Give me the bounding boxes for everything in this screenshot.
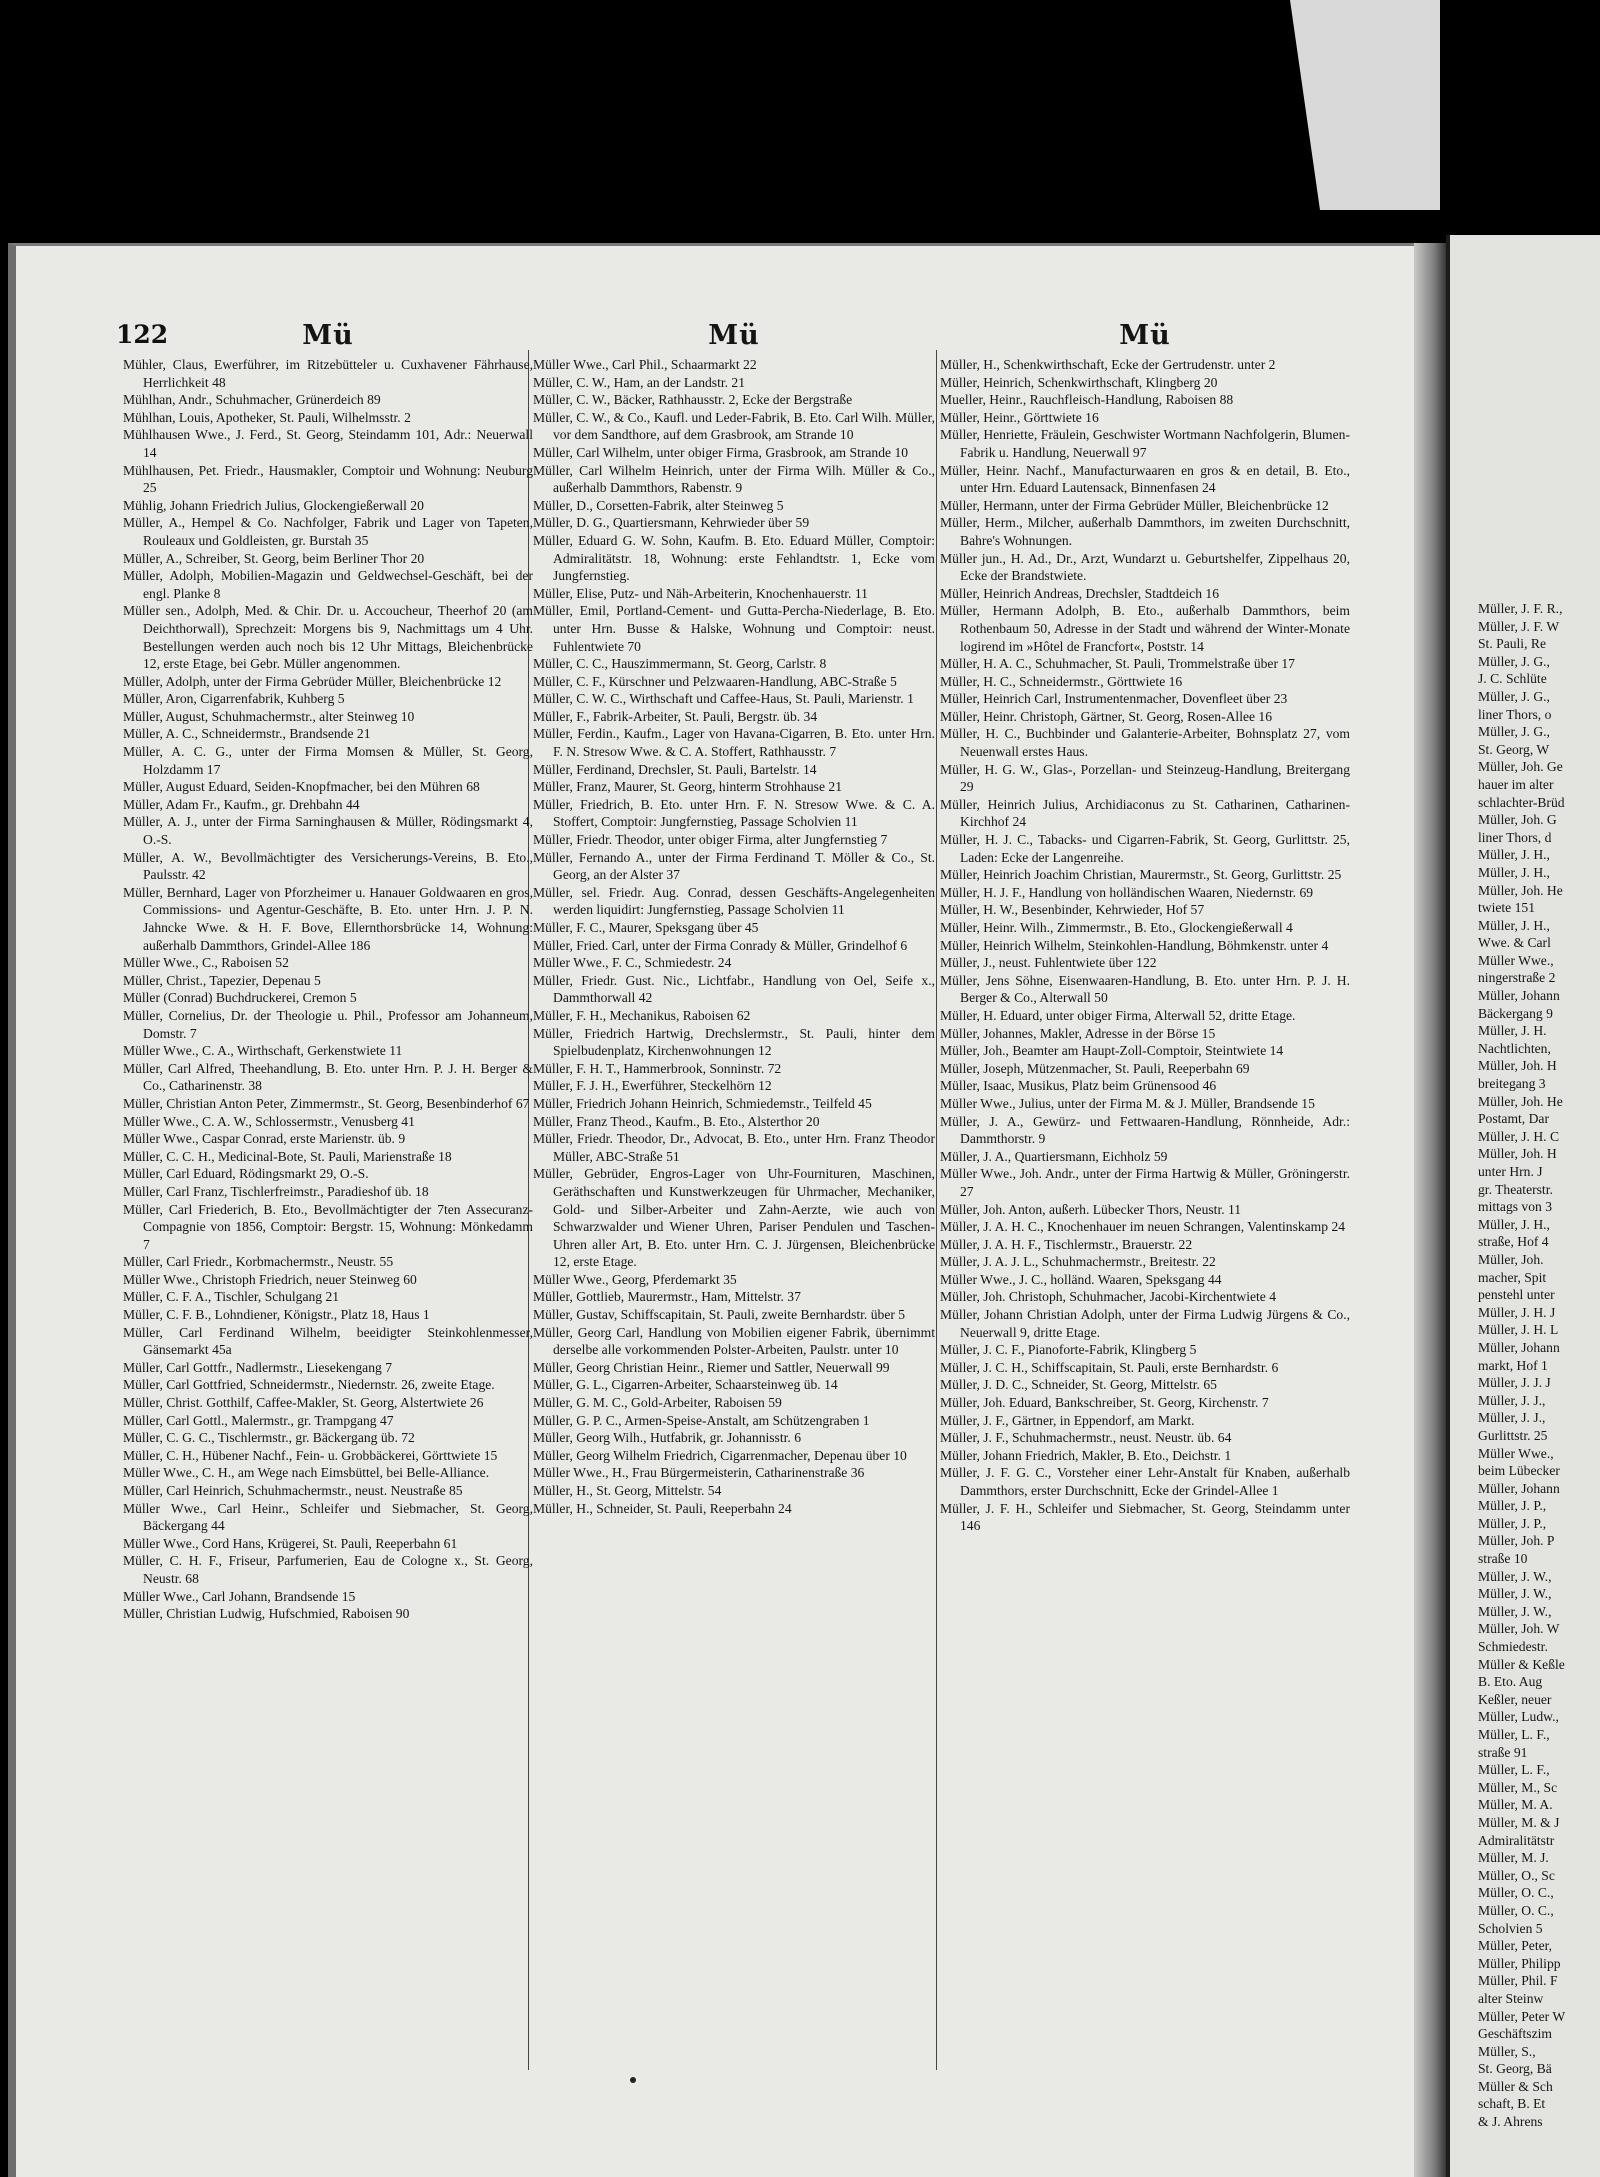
directory-entry: Müller (Conrad) Buchdruckerei, Cremon 5 — [123, 990, 357, 1006]
adjacent-entry-fragment: St. Georg, W — [1478, 741, 1550, 757]
directory-entry: Müller, Heinrich, Schenkwirthschaft, Klingberg 20 — [940, 374, 1218, 390]
adjacent-entry-fragment: Wwe. & Carl — [1478, 935, 1551, 951]
adjacent-entry-fragment: Müller, J. H. C — [1478, 1128, 1560, 1144]
adjacent-entry-fragment: schlachter-Brüd — [1478, 794, 1565, 810]
directory-entry: Mühlig, Johann Friedrich Julius, Glockengießerwall 20 — [123, 497, 424, 513]
directory-entry: Müller Wwe., Carl Phil., Schaarmarkt 22 — [533, 357, 757, 372]
directory-entry: Müller, J. F., Schuhmachermstr., neust. Neustr. üb. 64 — [940, 1430, 1232, 1446]
adjacent-entry-fragment: alter Steinw — [1478, 1990, 1544, 2006]
directory-entry: Müller, H., Schenkwirthschaft, Ecke der Gertrudenstr. unter 2 — [940, 357, 1276, 372]
directory-entry: Müller, D., Corsetten-Fabrik, alter Steinweg 5 — [533, 497, 784, 513]
directory-entry: Müller Wwe., Joh. Andr., unter der Firma Hartwig & Müller, Gröningerstr. 27 — [940, 1166, 1350, 1199]
column-2 — [533, 320, 935, 1517]
adjacent-entry-fragment: Keßler, neuer — [1478, 1691, 1552, 1707]
adjacent-entry-fragment: Müller, J. J., — [1478, 1392, 1546, 1408]
adjacent-entry-fragment: beim Lübecker — [1478, 1463, 1560, 1479]
directory-entry: Müller, A., Schreiber, St. Georg, beim Berliner Thor 20 — [123, 550, 425, 566]
directory-entry: Müller sen., Adolph, Med. & Chir. Dr. u. Accoucheur, Theerhof 20 (am Deichthorwall), Sprechzeit: Morgens bis 9, Nachmittags um 4 Uhr. Bestellungen werden auch noch bis 12 Uhr Mittags, Bleichenbrücke 12, erste Etage, bei Gebr. Müller angenommen. — [123, 603, 533, 672]
directory-entry: Müller, D. G., Quartiersmann, Kehrwieder über 59 — [533, 515, 810, 531]
adjacent-entry-fragment: Müller, M. & J — [1478, 1814, 1560, 1830]
adjacent-entry-fragment: Müller, Ludw., — [1478, 1709, 1559, 1725]
directory-entry: Müller Wwe., C. H., am Wege nach Eimsbüttel, bei Belle-Alliance. — [123, 1465, 490, 1481]
adjacent-entry-fragment: liner Thors, o — [1478, 706, 1552, 722]
entry-list — [533, 356, 935, 1517]
directory-entry: Müller, Christ. Gotthilf, Caffee-Makler, St. Georg, Alstertwiete 26 — [123, 1395, 484, 1411]
adjacent-entry-fragment: & J. Ahrens — [1478, 2114, 1543, 2130]
directory-entry: Müller, Adam Fr., Kaufm., gr. Drehbahn 44 — [123, 796, 360, 812]
directory-entry: Müller, J. C. F., Pianoforte-Fabrik, Klingberg 5 — [940, 1342, 1197, 1358]
directory-entry: Müller, H., Schneider, St. Pauli, Reeperbahn 24 — [533, 1500, 792, 1516]
adjacent-entry-fragment: Müller, Joh. G — [1478, 812, 1557, 828]
column-rule — [936, 350, 937, 2070]
adjacent-entry-fragment: Müller, Joh. He — [1478, 1093, 1563, 1109]
adjacent-entry-fragment: Müller, Philipp — [1478, 1955, 1561, 1971]
directory-entry: Müller, H. J. C., Tabacks- und Cigarren-Fabrik, St. Georg, Gurlittstr. 25, Laden: Ecke der Langenreihe. — [940, 832, 1350, 865]
adjacent-entry-fragment: Müller, J. W., — [1478, 1586, 1552, 1602]
directory-entry: Müller, G. L., Cigarren-Arbeiter, Schaarsteinweg üb. 14 — [533, 1377, 838, 1393]
adjacent-entry-fragment: Müller, J. H., — [1478, 1216, 1550, 1232]
adjacent-entry-fragment: hauer im alter — [1478, 776, 1554, 792]
directory-entry: Müller, Friedr. Theodor, unter obiger Firma, alter Jungfernstieg 7 — [533, 832, 888, 848]
book-spine-shadow — [1414, 243, 1448, 2177]
directory-entry: Müller, Carl Gottfried, Schneidermstr., Niedernstr. 26, zweite Etage. — [123, 1377, 495, 1393]
directory-entry: Müller, Joh., Beamter am Haupt-Zoll-Comptoir, Steintwiete 14 — [940, 1043, 1284, 1059]
adjacent-entry-fragment: Müller, L. F., — [1478, 1762, 1550, 1778]
adjacent-entry-fragment: Müller, M., Sc — [1478, 1779, 1558, 1795]
directory-entry: Müller, J. F., Gärtner, in Eppendorf, am Markt. — [940, 1412, 1195, 1428]
directory-entry: Müller, Friedrich Johann Heinrich, Schmiedemstr., Teilfeld 45 — [533, 1095, 872, 1111]
directory-entry: Müller, Heinr. Nachf., Manufacturwaaren en gros & en detail, B. Eto., unter Hrn. Eduard Lautensack, Binnenfasen 24 — [940, 462, 1350, 496]
directory-entry: Müller, Friedr. Theodor, Dr., Advocat, B. Eto., unter Hrn. Franz Theodor Müller, ABC-Straße 51 — [533, 1131, 935, 1164]
directory-entry: Müller, Carl Gottl., Malermstr., gr. Trampgang 47 — [123, 1412, 394, 1428]
directory-entry: Müller, Gottlieb, Maurermstr., Ham, Mittelstr. 37 — [533, 1289, 801, 1305]
adjacent-entry-fragment: Müller, Peter W — [1478, 2008, 1566, 2024]
directory-entry: Müller, Carl Wilhelm, unter obiger Firma, Grasbrook, am Strande 10 — [533, 444, 909, 460]
column-header: Mü — [708, 320, 760, 351]
adjacent-entry-fragment: Müller & Sch — [1478, 2078, 1553, 2094]
directory-entry: Müller, J. A. H. C., Knochenhauer im neuen Schrangen, Valentinskamp 24 — [940, 1219, 1346, 1235]
adjacent-entry-fragment: Müller, J. J. J — [1478, 1375, 1551, 1391]
directory-entry: Müller, C. H. F., Friseur, Parfumerien, Eau de Cologne x., St. Georg, Neustr. 68 — [123, 1553, 533, 1586]
directory-entry: Müller, C. W., & Co., Kaufl. und Leder-Fabrik, B. Eto. Carl Wilh. Müller, vor dem Sandthore, auf dem Grasbrook, am Strande 10 — [533, 409, 935, 443]
directory-entry: Mühler, Claus, Ewerführer, im Ritzebütteler u. Cuxhavener Fährhause, Herrlichkeit 48 — [123, 357, 533, 390]
directory-entry: Müller, Heinrich Andreas, Drechsler, Stadtdeich 16 — [940, 585, 1220, 601]
directory-entry: Müller, J. A. J. L., Schuhmachermstr., Breitestr. 22 — [940, 1254, 1216, 1270]
directory-entry: Müller, Joh. Christoph, Schuhmacher, Jacobi-Kirchentwiete 4 — [940, 1289, 1277, 1305]
adjacent-entry-fragment: markt, Hof 1 — [1478, 1357, 1548, 1373]
directory-entry: Müller Wwe., Cord Hans, Krügerei, St. Pauli, Reeperbahn 61 — [123, 1535, 458, 1551]
directory-entry: Müller, C. W. C., Wirthschaft und Caffee-Haus, St. Pauli, Marienstr. 1 — [533, 691, 914, 707]
adjacent-entry-fragment: straße 91 — [1478, 1744, 1528, 1760]
directory-entry: Müller, G. P. C., Armen-Speise-Anstalt, am Schützengraben 1 — [533, 1412, 870, 1428]
adjacent-entry-fragment: Müller, J. H., — [1478, 864, 1550, 880]
directory-entry: Müller, G. M. C., Gold-Arbeiter, Raboisen 59 — [533, 1395, 782, 1411]
adjacent-page — [1446, 235, 1600, 2177]
directory-entry: Müller, Johann Christian Adolph, unter der Firma Ludwig Jürgens & Co., Neuerwall 9, dritte Etage. — [940, 1307, 1350, 1340]
directory-entry: Müller, Johannes, Makler, Adresse in der Börse 15 — [940, 1025, 1216, 1041]
directory-entry: Müller, Heinrich Julius, Archidiaconus zu St. Catharinen, Catharinen-Kirchhof 24 — [940, 796, 1350, 830]
column-header: Mü — [302, 320, 354, 351]
directory-entry: Müller, F. H. T., Hammerbrook, Sonninstr. 72 — [533, 1060, 782, 1076]
directory-entry: Müller, Aron, Cigarrenfabrik, Kuhberg 5 — [123, 691, 345, 707]
directory-entry: Müller, Heinrich Wilhelm, Steinkohlen-Handlung, Böhmkenstr. unter 4 — [940, 937, 1329, 953]
adjacent-entry-fragment: Müller, J. G., — [1478, 653, 1550, 669]
directory-entry: Müller, Heinrich Joachim Christian, Maurermstr., St. Georg, Gurlittstr. 25 — [940, 867, 1342, 883]
entry-list — [940, 356, 1350, 1535]
adjacent-entry-fragment: Müller, J. H., — [1478, 847, 1550, 863]
adjacent-entry-fragment: Schmiedestr. — [1478, 1639, 1548, 1655]
adjacent-entry-fragment: Postamt, Dar — [1478, 1111, 1549, 1127]
directory-entry: Müller, Gustav, Schiffscapitain, St. Pauli, zweite Bernhardstr. über 5 — [533, 1307, 906, 1323]
directory-entry: Müller, J. A., Quartiersmann, Eichholz 59 — [940, 1148, 1168, 1164]
directory-entry: Müller, F., Fabrik-Arbeiter, St. Pauli, Bergstr. üb. 34 — [533, 708, 818, 724]
directory-entry: Müller, A. C., Schneidermstr., Brandsende 21 — [123, 726, 371, 742]
directory-entry: Müller, Friedr. Gust. Nic., Lichtfabr., Handlung von Oel, Seife x., Dammthorwall 42 — [533, 972, 935, 1006]
adjacent-entry-fragment: Gurlittstr. 25 — [1478, 1427, 1548, 1443]
directory-entry: Müller, F. J. H., Ewerführer, Steckelhörn 12 — [533, 1078, 772, 1094]
directory-entry: Müller, J. F. H., Schleifer und Siebmacher, St. Georg, Steindamm unter 146 — [940, 1500, 1350, 1534]
adjacent-page-fragments — [1478, 600, 1600, 2131]
directory-entry: Müller, C. F. A., Tischler, Schulgang 21 — [123, 1289, 340, 1305]
adjacent-entry-fragment: Müller, Joh. Ge — [1478, 759, 1563, 775]
adjacent-entry-fragment: Müller, J. J., — [1478, 1410, 1546, 1426]
directory-entry: Müller Wwe., F. C., Schmiedestr. 24 — [533, 955, 732, 971]
adjacent-entry-fragment: Müller, Joh. — [1478, 1251, 1544, 1267]
column-header: Mü — [1119, 320, 1171, 351]
adjacent-entry-fragment: St. Pauli, Re — [1478, 636, 1546, 652]
adjacent-entry-fragment: Müller & Keßle — [1478, 1656, 1565, 1672]
directory-entry: Müller, C. F., Kürschner und Pelzwaaren-Handlung, ABC-Straße 5 — [533, 673, 897, 689]
directory-entry: Müller, Fernando A., unter der Firma Ferdinand T. Möller & Co., St. Georg, an der Alster 37 — [533, 849, 935, 883]
adjacent-entry-fragment: Müller, J. F. R., — [1478, 601, 1563, 616]
directory-entry: Müller, Carl Wilhelm Heinrich, unter der Firma Wilh. Müller & Co., außerhalb Dammthors, Rabenstr. 9 — [533, 462, 935, 496]
directory-entry: Mueller, Heinr., Rauchfleisch-Handlung, Raboisen 88 — [940, 392, 1234, 408]
directory-entry: Müller, A. J., unter der Firma Sarninghausen & Müller, Rödingsmarkt 4, O.-S. — [123, 814, 533, 848]
adjacent-entry-fragment: liner Thors, d — [1478, 829, 1552, 845]
adjacent-entry-fragment: Müller, M. J. — [1478, 1850, 1549, 1866]
directory-entry: Müller, August Eduard, Seiden-Knopfmacher, bei den Mühren 68 — [123, 779, 480, 795]
adjacent-entry-fragment: Müller, J. F. W — [1478, 618, 1560, 634]
directory-entry: Müller, Carl Ferdinand Wilhelm, beeidigter Steinkohlenmesser, Gänsemarkt 45a — [123, 1324, 533, 1358]
directory-entry: Müller, Hermann Adolph, B. Eto., außerhalb Dammthors, beim Rothenbaum 50, Adresse in der Stadt und während der Winter-Monate logirend im »Hôtel de Francfort«, Poststr. 14 — [940, 603, 1350, 654]
directory-entry: Müller, Hermann, unter der Firma Gebrüder Müller, Bleichenbrücke 12 — [940, 497, 1329, 513]
adjacent-entry-fragment: twiete 151 — [1478, 900, 1536, 916]
directory-entry: Müller, J. C. H., Schiffscapitain, St. Pauli, erste Bernhardstr. 6 — [940, 1359, 1279, 1375]
directory-entry: Müller, Carl Friedr., Korbmachermstr., Neustr. 55 — [123, 1254, 394, 1270]
adjacent-entry-fragment: Müller Wwe., — [1478, 1445, 1554, 1461]
directory-entry: Müller, Georg Wilh., Hutfabrik, gr. Johannisstr. 6 — [533, 1430, 801, 1446]
adjacent-entry-fragment: straße, Hof 4 — [1478, 1234, 1549, 1250]
directory-entry: Müller, Gebrüder, Engros-Lager von Uhr-Fournituren, Maschinen, Geräthschaften und Kunstwerkzeugen für Uhrmacher, Mechaniker, Gold- und Silber-Arbeiter und Zahn-Aerzte, wie auch von Schwarzwalder und Wiener Uhren, Pariser Pendulen und Taschen-Uhren aller Art, B. Eto. unter Hrn. C. J. Jürgensen, Bleichenbrücke 12, erste Etage. — [533, 1166, 935, 1270]
directory-entry: Müller, Joh. Eduard, Bankschreiber, St. Georg, Kirchenstr. 7 — [940, 1395, 1269, 1411]
directory-entry: Müller, Georg Carl, Handlung von Mobilien eigener Fabrik, übernimmt derselbe alle vorkommenden Polster-Arbeiten, Paulstr. unter 10 — [533, 1324, 935, 1358]
directory-entry: Müller Wwe., Georg, Pferdemarkt 35 — [533, 1271, 737, 1287]
directory-entry: Müller Wwe., Julius, unter der Firma M. & J. Müller, Brandsende 15 — [940, 1095, 1315, 1111]
directory-entry: Müller, Heinr., Görttwiete 16 — [940, 409, 1099, 425]
directory-entry: Müller, H. C., Schneidermstr., Görttwiete 16 — [940, 673, 1183, 689]
directory-entry: Müller, Friedrich Hartwig, Drechslermstr., St. Pauli, hinter dem Spielbudenplatz, Kirchenwohnungen 12 — [533, 1025, 935, 1059]
directory-entry: Müller, Georg Christian Heinr., Riemer und Sattler, Neuerwall 99 — [533, 1359, 890, 1375]
directory-entry: Müller, Carl Eduard, Rödingsmarkt 29, O.-S. — [123, 1166, 369, 1182]
adjacent-entry-fragment: Müller, J. P., — [1478, 1515, 1547, 1531]
adjacent-entry-fragment: macher, Spit — [1478, 1269, 1547, 1285]
directory-entry: Müller, Christian Anton Peter, Zimmermstr., St. Georg, Besenbinderhof 67 — [123, 1095, 530, 1111]
directory-entry: Müller, Heinr. Wilh., Zimmermstr., B. Eto., Glockengießerwall 4 — [940, 920, 1293, 935]
adjacent-entry-fragment: Bäckergang 9 — [1478, 1005, 1553, 1021]
directory-entry: Müller, J. A., Gewürz- und Fettwaaren-Handlung, Rönnheide, Adr.: Dammthorstr. 9 — [940, 1113, 1350, 1147]
directory-entry: Müller, Bernhard, Lager von Pforzheimer u. Hanauer Goldwaaren en gros, Commissions- und Agentur-Geschäfte, B. Eto. unter Hrn. J. P. N. Jahncke Wwe. & H. F. Bove, Ellernthorsbrücke 14, Wohnung: außerhalb Dammthors, Grindel-Allee 186 — [123, 884, 533, 953]
directory-entry: Müller, J. F. G. C., Vorsteher einer Lehr-Anstalt für Knaben, außerhalb Dammthors, erster Durchschnitt, Ecke der Grindel-Allee 1 — [940, 1465, 1350, 1498]
directory-entry: Müller, C. W., Bäcker, Rathhausstr. 2, Ecke der Bergstraße — [533, 392, 853, 408]
column-1 — [123, 320, 533, 1623]
directory-entry: Mühlhan, Andr., Schuhmacher, Grünerdeich 89 — [123, 392, 381, 408]
adjacent-entry-fragment: Müller, Joh. H — [1478, 1058, 1557, 1074]
directory-entry: Müller, F. H., Mechanikus, Raboisen 62 — [533, 1007, 751, 1023]
directory-entry: Müller, A. W., Bevollmächtigter des Versicherungs-Vereins, B. Eto., Paulsstr. 42 — [123, 849, 533, 883]
adjacent-entry-fragment: Müller, J. W., — [1478, 1603, 1552, 1619]
directory-entry: Müller, August, Schuhmachermstr., alter Steinweg 10 — [123, 708, 415, 724]
adjacent-entry-fragment: schaft, B. Et — [1478, 2096, 1546, 2112]
directory-entry: Müller, Adolph, Mobilien-Magazin und Geldwechsel-Geschäft, bei der engl. Planke 8 — [123, 568, 533, 601]
directory-entry: Müller, H. A. C., Schuhmacher, St. Pauli, Trommelstraße über 17 — [940, 656, 1295, 672]
directory-entry: Müller, Henriette, Fräulein, Geschwister Wortmann Nachfolgerin, Blumen-Fabrik u. Handlung, Neuerwall 97 — [940, 427, 1350, 460]
directory-entry: Müller, Jens Söhne, Eisenwaaren-Handlung, B. Eto. unter Hrn. P. J. H. Berger & Co., Alterwall 50 — [940, 972, 1350, 1006]
directory-entry: Müller Wwe., C. A. W., Schlossermstr., Venusberg 41 — [123, 1113, 415, 1129]
directory-entry: Müller, Christ., Tapezier, Depenau 5 — [123, 972, 321, 988]
directory-entry: Mühlhausen, Pet. Friedr., Hausmakler, Comptoir und Wohnung: Neuburg 25 — [123, 462, 533, 496]
directory-entry: Müller Wwe., Carl Johann, Brandsende 15 — [123, 1588, 356, 1604]
adjacent-entry-fragment: unter Hrn. J — [1478, 1164, 1543, 1179]
adjacent-entry-fragment: Müller, J. H. — [1478, 1023, 1547, 1039]
directory-entry: Müller, J., neust. Fuhlentwiete über 122 — [940, 955, 1157, 971]
directory-entry: Müller, Franz Theod., Kaufm., B. Eto., Alsterthor 20 — [533, 1113, 820, 1129]
directory-entry: Müller Wwe., H., Frau Bürgermeisterin, Catharinenstraße 36 — [533, 1465, 865, 1481]
adjacent-entry-fragment: J. C. Schlüte — [1478, 671, 1547, 687]
directory-entry: Müller, Carl Heinrich, Schuhmachermstr., neust. Neustraße 85 — [123, 1483, 463, 1498]
adjacent-entry-fragment: straße 10 — [1478, 1551, 1528, 1567]
adjacent-entry-fragment: Müller, Johann — [1478, 1480, 1560, 1496]
directory-entry: Müller, Fried. Carl, unter der Firma Conrady & Müller, Grindelhof 6 — [533, 937, 908, 953]
directory-entry: Müller, A. C. G., unter der Firma Momsen & Müller, St. Georg, Holzdamm 17 — [123, 744, 533, 777]
adjacent-entry-fragment: Müller, Phil. F — [1478, 1973, 1558, 1989]
directory-entry: Müller, Johann Friedrich, Makler, B. Eto., Deichstr. 1 — [940, 1447, 1232, 1463]
directory-entry: Müller, Joseph, Mützenmacher, St. Pauli, Reeperbahn 69 — [940, 1060, 1250, 1076]
directory-entry: Müller, Franz, Maurer, St. Georg, hinterm Strohhause 21 — [533, 779, 842, 795]
directory-entry: Müller, Georg Wilhelm Friedrich, Cigarrenmacher, Depenau über 10 — [533, 1447, 907, 1463]
page-dot-mark — [630, 2077, 636, 2083]
directory-entry: Müller, H. C., Buchbinder und Galanterie-Arbeiter, Bohnsplatz 27, vom Neuenwall erstes Haus. — [940, 726, 1350, 760]
directory-entry: Müller, C. H., Hübener Nachf., Fein- u. Grobbäckerei, Görttwiete 15 — [123, 1447, 498, 1463]
directory-entry: Müller, C. C., Hauszimmermann, St. Georg, Carlstr. 8 — [533, 656, 827, 672]
directory-entry: Müller, H., St. Georg, Mittelstr. 54 — [533, 1483, 722, 1498]
adjacent-entry-fragment: mittags von 3 — [1478, 1199, 1553, 1215]
directory-entry: Müller, H. J. F., Handlung von holländischen Waaren, Niedernstr. 69 — [940, 884, 1314, 900]
adjacent-entry-fragment: Müller, O. C., — [1478, 1902, 1554, 1918]
adjacent-entry-fragment: Müller, M. A. — [1478, 1797, 1553, 1813]
directory-entry: Müller, Carl Gottfr., Nadlermstr., Liesekengang 7 — [123, 1359, 392, 1375]
adjacent-entry-fragment: Müller, S., — [1478, 2043, 1536, 2059]
directory-entry: Müller, sel. Friedr. Aug. Conrad, dessen Geschäfts-Angelegenheiten werden liquidirt: Jungfernstieg, Passage Scholvien 11 — [533, 884, 935, 918]
directory-entry: Müller, Emil, Portland-Cement- und Gutta-Percha-Niederlage, B. Eto. unter Hrn. Busse & Halske, Wohnung und Comptoir: neust. Fuhlentwiete 70 — [533, 603, 935, 654]
adjacent-entry-fragment: Nachtlichten, — [1478, 1040, 1551, 1056]
directory-entry: Müller, Ferdin., Kaufm., Lager von Havana-Cigarren, B. Eto. unter Hrn. F. N. Stresow Wwe. & C. A. Stoffert, Rathhausstr. 7 — [533, 726, 935, 760]
adjacent-entry-fragment: ningerstraße 2 — [1478, 970, 1556, 986]
column-3 — [940, 320, 1350, 1535]
directory-entry: Müller, F. C., Maurer, Speksgang über 45 — [533, 920, 759, 935]
directory-entry: Müller, Joh. Anton, außerh. Lübecker Thors, Neustr. 11 — [940, 1201, 1242, 1217]
adjacent-entry-fragment: Müller, Johann — [1478, 988, 1560, 1004]
directory-entry: Müller Wwe., Caspar Conrad, erste Marienstr. üb. 9 — [123, 1131, 406, 1147]
directory-entry: Müller, C. F. B., Lohndiener, Königstr., Platz 18, Haus 1 — [123, 1307, 430, 1323]
directory-entry: Müller, Eduard G. W. Sohn, Kaufm. B. Eto. Eduard Müller, Comptoir: Admiralitätstr. 18, Wohnung: erste Fehlandtstr. 1, Ecke vom Jungfernstieg. — [533, 532, 935, 584]
directory-entry: Müller Wwe., J. C., holländ. Waaren, Speksgang 44 — [940, 1271, 1222, 1287]
adjacent-entry-fragment: Müller, Joh. P — [1478, 1533, 1555, 1549]
directory-entry: Müller, H. G. W., Glas-, Porzellan- und Steinzeug-Handlung, Breitergang 29 — [940, 761, 1350, 795]
directory-entry: Müller, Carl Alfred, Theehandlung, B. Eto. unter Hrn. P. J. H. Berger & Co., Catharinenstr. 38 — [123, 1060, 533, 1094]
adjacent-entry-fragment: Geschäftszim — [1478, 2026, 1552, 2042]
directory-entry: Müller Wwe., C., Raboisen 52 — [123, 955, 289, 971]
directory-entry: Müller, A., Hempel & Co. Nachfolger, Fabrik und Lager von Tapeten, Rouleaux und Goldleisten, gr. Burstah 35 — [123, 515, 533, 548]
adjacent-entry-fragment: Admiralitätstr — [1478, 1832, 1555, 1848]
adjacent-entry-fragment: Müller, Joh. He — [1478, 882, 1563, 898]
directory-entry: Müller, C. G. C., Tischlermstr., gr. Bäckergang üb. 72 — [123, 1430, 415, 1446]
adjacent-entry-fragment: penstehl unter — [1478, 1287, 1555, 1303]
adjacent-entry-fragment: Müller, L. F., — [1478, 1727, 1550, 1742]
directory-entry: Müller, H. W., Besenbinder, Kehrwieder, Hof 57 — [940, 902, 1205, 918]
adjacent-entry-fragment: breitegang 3 — [1478, 1076, 1546, 1092]
directory-entry: Müller, Carl Franz, Tischlerfreimstr., Paradieshof üb. 18 — [123, 1183, 429, 1199]
directory-entry: Müller, H. Eduard, unter obiger Firma, Alterwall 52, dritte Etage. — [940, 1007, 1296, 1023]
adjacent-entry-fragment: Müller, Joh. H — [1478, 1146, 1557, 1162]
directory-entry: Müller, Ferdinand, Drechsler, St. Pauli, Bartelstr. 14 — [533, 761, 817, 777]
directory-entry: Müller, Cornelius, Dr. der Theologie u. Phil., Professor am Johanneum, Domstr. 7 — [123, 1007, 533, 1041]
directory-entry: Müller, Elise, Putz- und Näh-Arbeiterin, Knochenhauerstr. 11 — [533, 585, 868, 601]
directory-entry: Müller, Friedrich, B. Eto. unter Hrn. F. N. Stresow Wwe. & C. A. Stoffert, Comptoir: Jungfernstieg, Passage Scholvien 11 — [533, 796, 935, 830]
adjacent-entry-fragment: Müller, J. W., — [1478, 1568, 1552, 1584]
directory-entry: Müller, Heinrich Carl, Instrumentenmacher, Dovenfleet über 23 — [940, 691, 1288, 707]
adjacent-entry-fragment: Müller, J. H. L — [1478, 1322, 1559, 1338]
adjacent-entry-fragment: Müller, Johann — [1478, 1339, 1560, 1355]
directory-entry: Müller Wwe., C. A., Wirthschaft, Gerkenstwiete 11 — [123, 1043, 403, 1059]
adjacent-entry-fragment: Müller, Joh. W — [1478, 1621, 1560, 1637]
directory-entry: Müller, C. C. H., Medicinal-Bote, St. Pauli, Marienstraße 18 — [123, 1148, 452, 1164]
adjacent-entry-fragment: B. Eto. Aug — [1478, 1674, 1543, 1690]
adjacent-entry-fragment: St. Georg, Bä — [1478, 2061, 1552, 2077]
directory-entry: Müller jun., H. Ad., Dr., Arzt, Wundarzt u. Geburtshelfer, Zippelhaus 20, Ecke der Brandstwiete. — [940, 550, 1350, 584]
directory-entry: Müller, Christian Ludwig, Hufschmied, Raboisen 90 — [123, 1606, 410, 1622]
directory-entry: Müller, J. D. C., Schneider, St. Georg, Mittelstr. 65 — [940, 1377, 1217, 1393]
directory-entry: Müller, Isaac, Musikus, Platz beim Grünensood 46 — [940, 1078, 1217, 1094]
adjacent-entry-fragment: Müller, O. C., — [1478, 1885, 1554, 1901]
directory-entry: Mühlhausen Wwe., J. Ferd., St. Georg, Steindamm 101, Adr.: Neuerwall 14 — [123, 427, 533, 460]
directory-entry: Müller, Heinr. Christoph, Gärtner, St. Georg, Rosen-Allee 16 — [940, 708, 1273, 724]
directory-entry: Müller, C. W., Ham, an der Landstr. 21 — [533, 374, 746, 390]
adjacent-entry-fragment: Müller Wwe., — [1478, 952, 1554, 968]
directory-entry: Mühlhan, Louis, Apotheker, St. Pauli, Wilhelmsstr. 2 — [123, 409, 411, 425]
adjacent-entry-fragment: Müller, J. P., — [1478, 1498, 1547, 1514]
directory-entry: Müller Wwe., Christoph Friedrich, neuer Steinweg 60 — [123, 1271, 417, 1287]
adjacent-entry-fragment: Müller, J. H., — [1478, 917, 1550, 933]
adjacent-entry-fragment: Müller, J. H. J — [1478, 1304, 1556, 1320]
directory-entry: Müller, J. A. H. F., Tischlermstr., Brauerstr. 22 — [940, 1236, 1193, 1252]
adjacent-entry-fragment: gr. Theaterstr. — [1478, 1181, 1553, 1197]
page-number: 122 — [116, 320, 169, 349]
entry-list — [123, 356, 533, 1623]
directory-entry: Müller Wwe., Carl Heinr., Schleifer und Siebmacher, St. Georg, Bäckergang 44 — [123, 1500, 533, 1534]
directory-entry: Müller, Carl Friederich, B. Eto., Bevollmächtigter der 7ten Assecuranz-Compagnie von 1856, Comptoir: Bergstr. 15, Wohnung: Mönkedamm 7 — [123, 1201, 533, 1252]
adjacent-entry-fragment: Müller, J. G., — [1478, 724, 1550, 740]
adjacent-entry-fragment: Scholvien 5 — [1478, 1920, 1543, 1936]
adjacent-entry-fragment: Müller, O., Sc — [1478, 1867, 1555, 1883]
directory-entry: Müller, Herm., Milcher, außerhalb Dammthors, im zweiten Durchschnitt, Bahre's Wohnungen. — [940, 515, 1350, 548]
adjacent-entry-fragment: Müller, Peter, — [1478, 1938, 1553, 1954]
directory-entry: Müller, Adolph, unter der Firma Gebrüder Müller, Bleichenbrücke 12 — [123, 673, 502, 689]
adjacent-entry-fragment: Müller, J. G., — [1478, 688, 1550, 704]
